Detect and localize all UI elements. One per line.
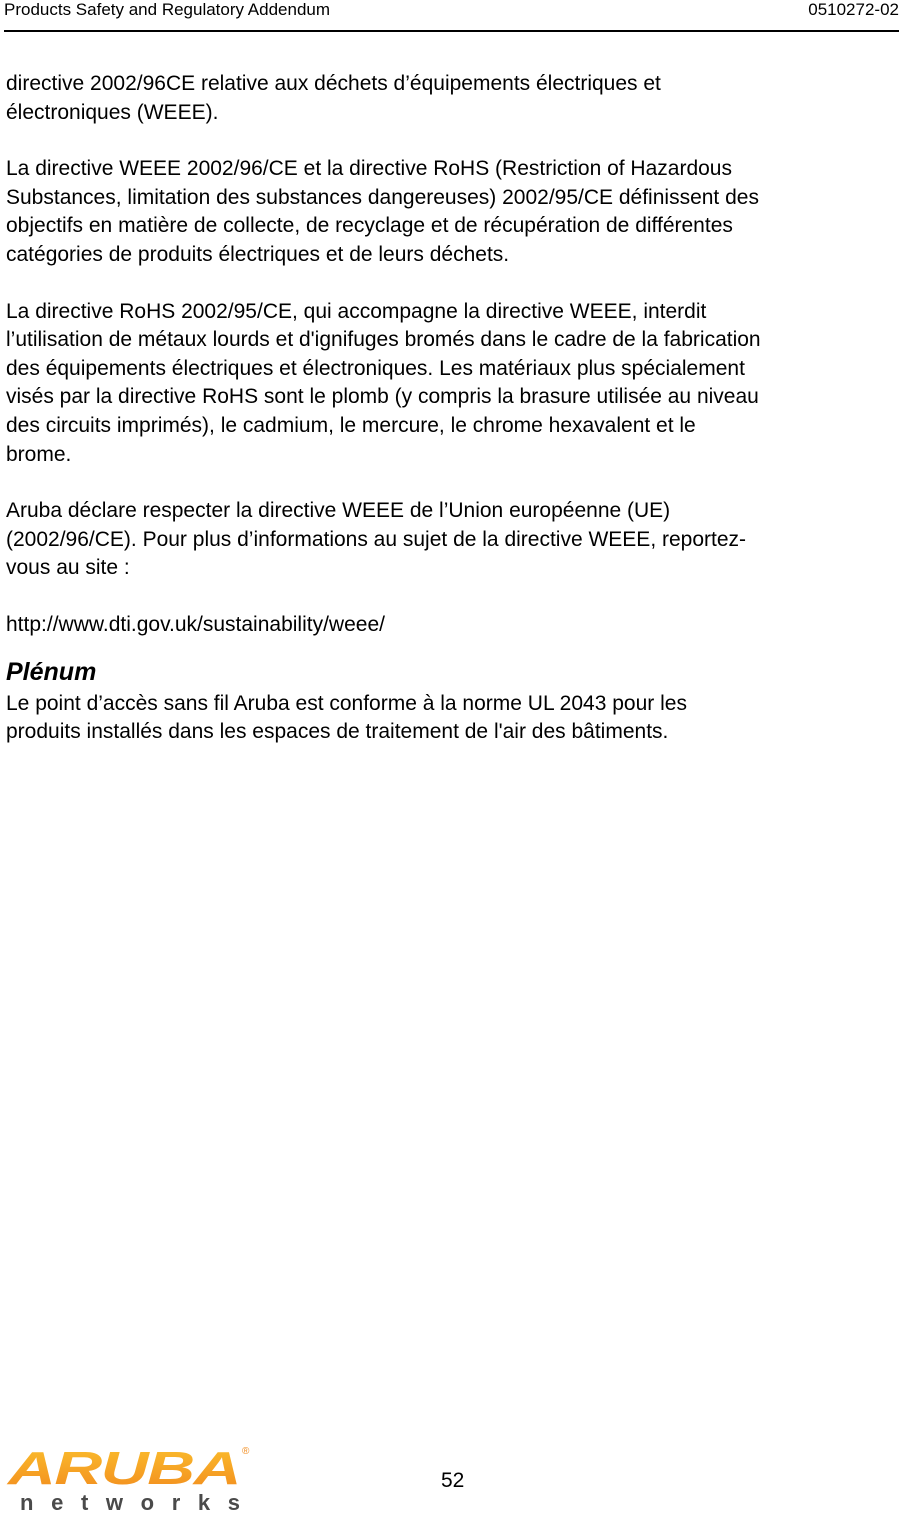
document-number: 0510272-02	[808, 0, 899, 19]
svg-text:®: ®	[242, 1446, 250, 1457]
paragraph-weee-rohs-objectives: La directive WEEE 2002/96/CE et la directive RoHS (Restriction of Hazardous Substances, limitation des substances dangereuses) 2002/95/CE définissent des objectifs en matière de collecte, de recyclage et de récupération de différentes catégories de produits électriques et de leurs déchets.	[6, 157, 759, 266]
paragraph-weee-directive-intro: directive 2002/96CE relative aux déchets d’équipements électriques et électroniques (WEEE).	[6, 72, 661, 124]
paragraph-aruba-compliance: Aruba déclare respecter la directive WEEE de l’Union européenne (UE) (2002/96/CE). Pour plus d’informations au sujet de la directive WEEE, reportez- vous au site :	[6, 499, 747, 580]
aruba-logo-graphic	[6, 1440, 251, 1513]
svg-text:n e t w o r k s: n e t w o r k s	[20, 1490, 240, 1513]
weee-url: http://www.dti.gov.uk/sustainability/weee/	[6, 612, 385, 636]
aruba-networks-logo	[6, 1440, 251, 1513]
plenum-paragraph: Le point d’accès sans fil Aruba est conforme à la norme UL 2043 pour les produits installés dans les espaces de traitement de l'air des bâtiments.	[6, 691, 687, 744]
plenum-heading: Plénum	[6, 657, 97, 686]
page-content	[6, 70, 906, 775]
svg-text:ARUBA: ARUBA	[6, 1442, 241, 1494]
paragraph-rohs-restrictions: La directive RoHS 2002/95/CE, qui accompagne la directive WEEE, interdit l’utilisation de métaux lourds et d'ignifuges bromés dans le cadre de la fabrication des équipements électriques et électroniques. Les matériaux plus spécialement visés par la directive RoHS sont le plomb (y compris la brasure utilisée au niveau des circuits imprimés), le cadmium, le mercure, le chrome hexavalent et le brome.	[6, 299, 761, 466]
document-title: Products Safety and Regulatory Addendum	[4, 0, 331, 19]
page-number: 52	[441, 1469, 465, 1492]
page-header	[4, 0, 899, 32]
